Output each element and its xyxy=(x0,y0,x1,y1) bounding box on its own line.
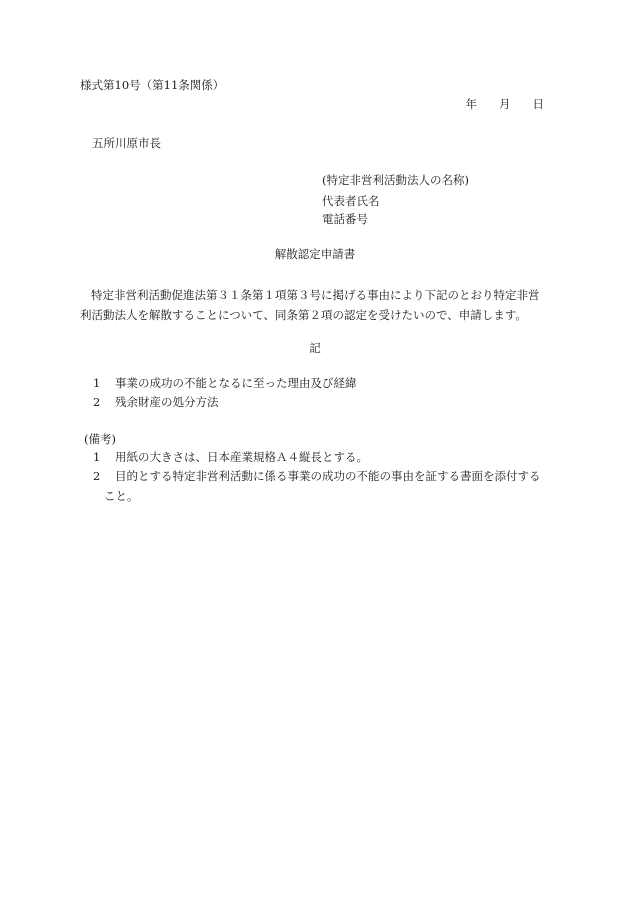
list-item: 残余財産の処分方法 xyxy=(115,395,219,409)
document-title: 解散認定申請書 xyxy=(274,247,356,261)
date-day-label: 日 xyxy=(532,97,544,111)
applicant-organization-name: (特定非営利活動法人の名称) xyxy=(322,173,469,187)
item-number: 2 xyxy=(93,395,101,409)
note-number: 1 xyxy=(93,450,101,464)
form-number: 様式第10号（第11条関係） xyxy=(80,78,225,92)
note-item: 用紙の大きさは、日本産業規格Ａ４縦長とする。 xyxy=(115,450,368,464)
note-item: 目的とする特定非営利活動に係る事業の成功の不能の事由を証する書面を添付する xyxy=(115,469,541,483)
list-item: 事業の成功の不能となるに至った理由及び経緯 xyxy=(115,376,357,390)
note-number: 2 xyxy=(93,469,101,483)
body-paragraph: 特定非営利活動促進法第３１条第１項第３号に掲げる事由により下記のとおり特定非営利活動法人を解散することについて、同条第２項の認定を受けたいので、申請します。 xyxy=(80,288,540,322)
applicant-representative: 代表者氏名 xyxy=(322,194,380,208)
date-line xyxy=(466,99,545,111)
date-year-label: 年 xyxy=(465,97,477,111)
note-item-continuation: こと。 xyxy=(104,489,139,503)
item-number: 1 xyxy=(93,376,101,390)
date-month-label: 月 xyxy=(499,97,511,111)
applicant-phone: 電話番号 xyxy=(322,212,368,226)
addressee: 五所川原市長 xyxy=(92,136,161,150)
notes-heading: (備考) xyxy=(84,432,116,446)
ki-heading: 記 xyxy=(309,341,321,355)
